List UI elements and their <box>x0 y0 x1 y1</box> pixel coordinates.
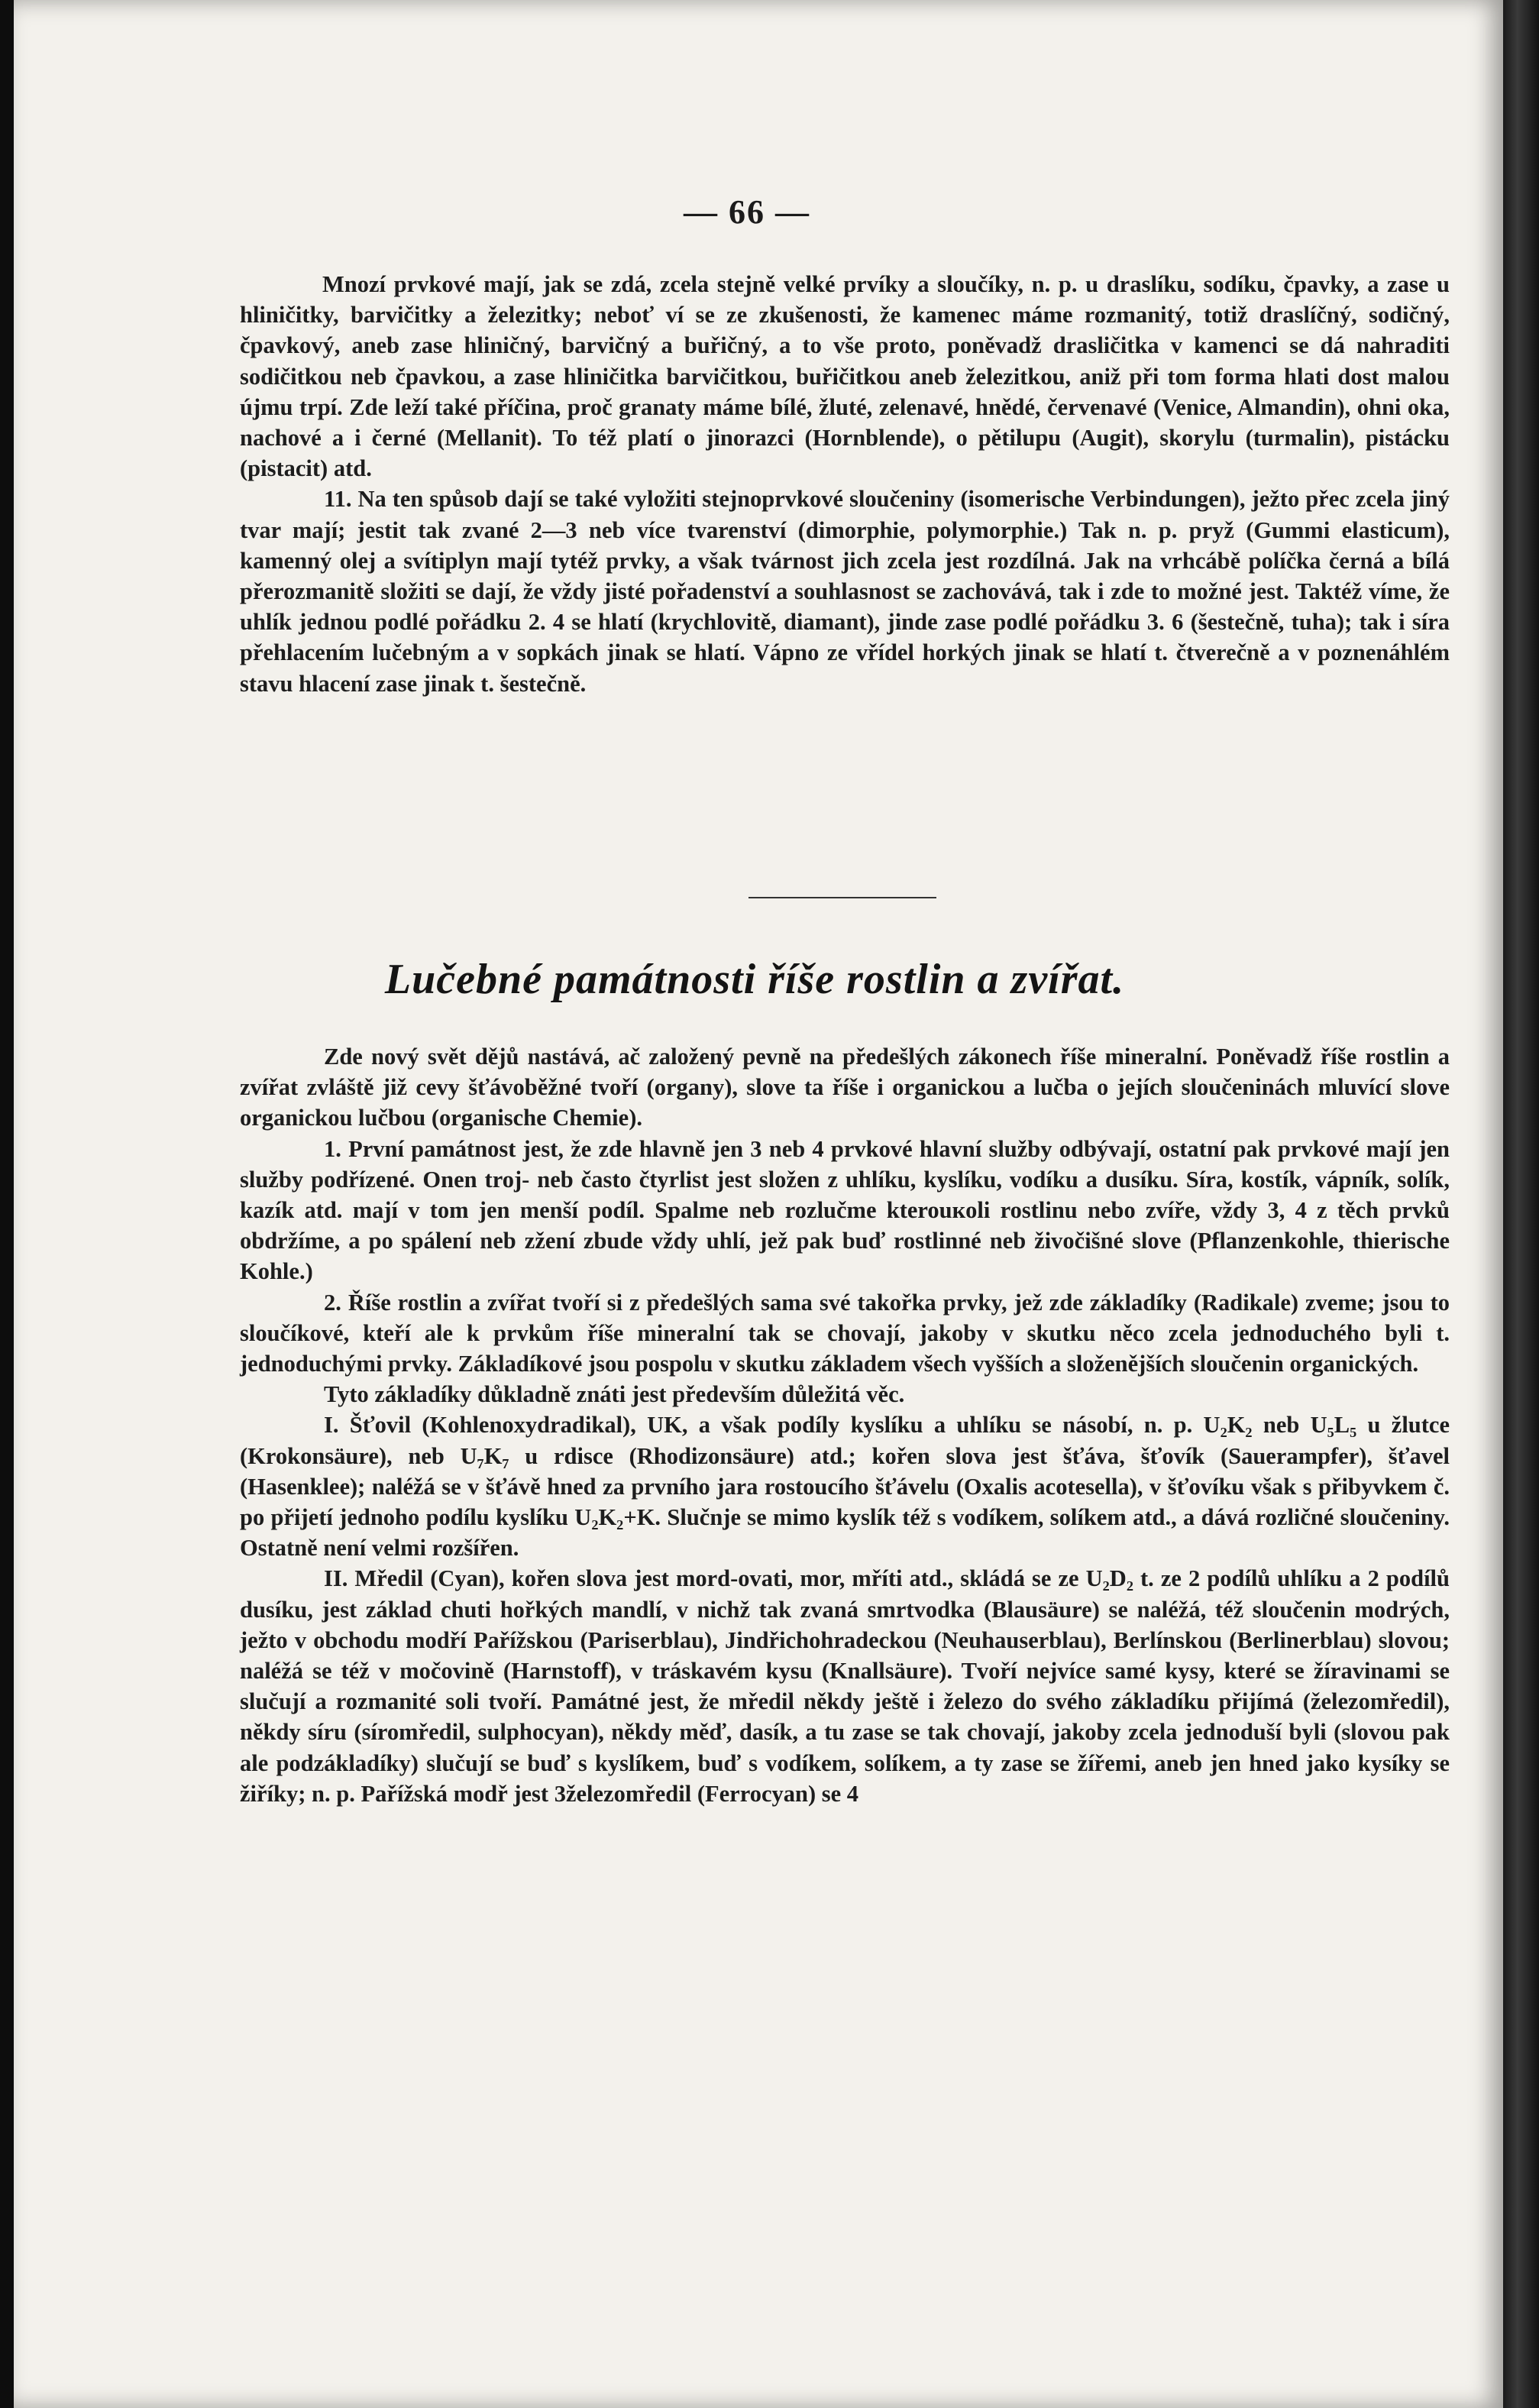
book-page <box>14 0 1503 2408</box>
section-divider <box>748 897 936 898</box>
paragraph-isomorph-granaty: Mnozí prvkové mají, jak se zdá, zcela stejně velké prvíky a sloučíky, n. p. u draslíku, sodíku, čpavky, a zase u hliničitky, barvičitky a železitky; neboť ví se ze zkušenosti, že kamenec máme rozmanitý, totiž draslíčný, sodičný, čpavkový, aneb zase hliničný, barvičný a buřičný, a to vše proto, poněvadž drasličitka v kamenci se dá nahraditi sodičitkou neb čpavkou, a zase hliničitka barvičitkou, buřičitkou aneb železitkou, aniž při tom forma hlati dost malou újmu trpí. Zde leží také příčina, proč granaty máme bílé, žluté, zelenavé, hnědé, červenavé (Venice, Almandin), ohni oka, nachové a i černé (Mellanit). To též platí o jinorazci (Hornblende), o pětilupu (Augit), skorylu (turmalin), pistácku (pistacit) atd. <box>240 271 1450 482</box>
paragraph-11-polymorphie: 11. Na ten spůsob dají se také vyložiti stejnoprvkové sloučeniny (isomerische Verbindungen), ježto přec zcela jiný tvar mají; jestit tak zvané 2—3 neb více tvarenství (dimorphie, polymorphie.) Tak n. p. pryž (Gummi elasticum), kamenný olej a svítiplyn mají tytéž prvky, a však tvárnost jich zcela jest rozdílná. Jak na vrhcábě políčka černá a bílá přerozmanitě složiti se dají, že vždy jisté pořadenství a souhlasnost se zachovává, tak i zde to možné jest. Taktéž víme, že uhlík jednou podlé pořádku 2. 4 se hlatí (krychlovitě, diamant), jinde zase podlé pořádku 3. 6 (šestečně, tuha); tak i síra přehlacením lučebným a v sopkách jinak se hlatí. Vápno ze vřídel horkých jinak se hlatí t. čtverečně a v poznenáhlém stavu hlacení zase jinak t. šestečně. <box>240 486 1450 697</box>
bottom-text-block <box>240 1041 1450 1809</box>
paragraph-2-zakladiky: 2. Říše rostlin a zvířat tvoří si z předešlých sama své takořka prvky, jež zde základíky (Radikale) zveme; jsou to sloučíkové, kteří ale k prvkům říše mineralní tak se chovají, jakoby v skutku něco zcela jednoduchého byli t. jednoduchými prvky. Základíkové jsou pospolu v skutku základem všech vyšších a složenějších sloučenin organických. <box>240 1289 1450 1377</box>
book-spine-shadow <box>1503 0 1539 2408</box>
paragraph-I-stovil: I. Šťovil (Kohlenoxydradikal), UK, a však podíly kyslíku a uhlíku se násobí, n. p. U₂K₂ neb U₅L₅ u žlutce (Krokonsäure), neb U₇K₇ u rdisce (Rhodizonsäure) atd.; kořen slova jest šťáva, šťovík (Sauerampfer), šťavel (Hasenklee); naléžá se v šťávě hned za prvního jara rostoucího šťávelu (Oxalis acotesella), v šťovíku však s přibyvkem č. po přijetí jednoho podílu kyslíku U₂K₂+K. Slučnje se mimo kyslík též s vodíkem, solíkem atd., a dává rozličné sloučeniny. Ostatně není velmi rozšířen. <box>240 1412 1450 1562</box>
paragraph-II-mredil: II. Mředil (Cyan), kořen slova jest mord-ovati, mor, mříti atd., skládá se ze U₂D₂ t. ze 2 podílů uhlíku a 2 podílů dusíku, jest základ chuti hořkých mandlí, v nichž tak zvaná smrtvodka (Blausäure) se naléžá, též sloučenin modrých, ježto v obchodu modří Pařížskou (Pariserblau), Jindřichohradeckou (Neuhauserblau), Berlínskou (Berlinerblau) slovou; naléžá se též v močovině (Harnstoff), v tráskavém kysu (Knallsäure). Tvoří nejvíce samé kysy, které se žíravinami se slučují a rozmanité soli tvoří. Památné jest, že mředil někdy ještě i železo do svého základíku přijímá (železomředil), někdy síru (síromředil, sulphocyan), někdy měď, dasík, a tu zase se tak chovají, jakoby zcela jednoduší byli (slovou pak ale podzákladíky) slučují se buď s kyslíkem, buď s vodíkem, solíkem, a ty zase se žířemi, aneb jen hned jako kysíky se žiříky; n. p. Pařížská modř jest 3železomředil (Ferrocyan) se 4 <box>240 1565 1450 1807</box>
paragraph-intro-organic: Zde nový svět dějů nastává, ač založený pevně na předešlých zákonech říše mineralní. Poněvadž říše rostlin a zvířat zvláště již cevy šťávoběžné tvoří (organy), slove ta říše i organickou a lučba o jejích sloučeninách mluvící slove organickou lučbou (organische Chemie). <box>240 1044 1450 1131</box>
top-text-block <box>240 269 1450 699</box>
page-number: — 66 — <box>684 193 810 231</box>
paragraph-1-prvkove: 1. První památnost jest, že zde hlavně jen 3 neb 4 prvkové hlavní služby odbývají, ostatní pak prvkové mají jen služby podřízené. Onen troj- neb často čtyrlist jest složen z uhlíku, kyslíku, vodíku a dusíku. Síra, kostík, vápník, solík, kazík atd. mají v tom jen menší podíl. Spalme neb rozlučme kterouкoli rostlinu nebo zvíře, vždy 3, 4 z těch prvků obdržíme, a po spálení neb zžení zbude vždy uhlí, jež pak buď rostlinné neb živočišné slove (Pflanzenkohle, thierische Kohle.) <box>240 1135 1450 1285</box>
paragraph-tyto-zakladiky: Tyto základíky důkladně znáti jest především důležitá věc. <box>324 1381 905 1408</box>
section-title: Lučebné památnosti říše rostlin a zvířat. <box>384 956 1125 1003</box>
